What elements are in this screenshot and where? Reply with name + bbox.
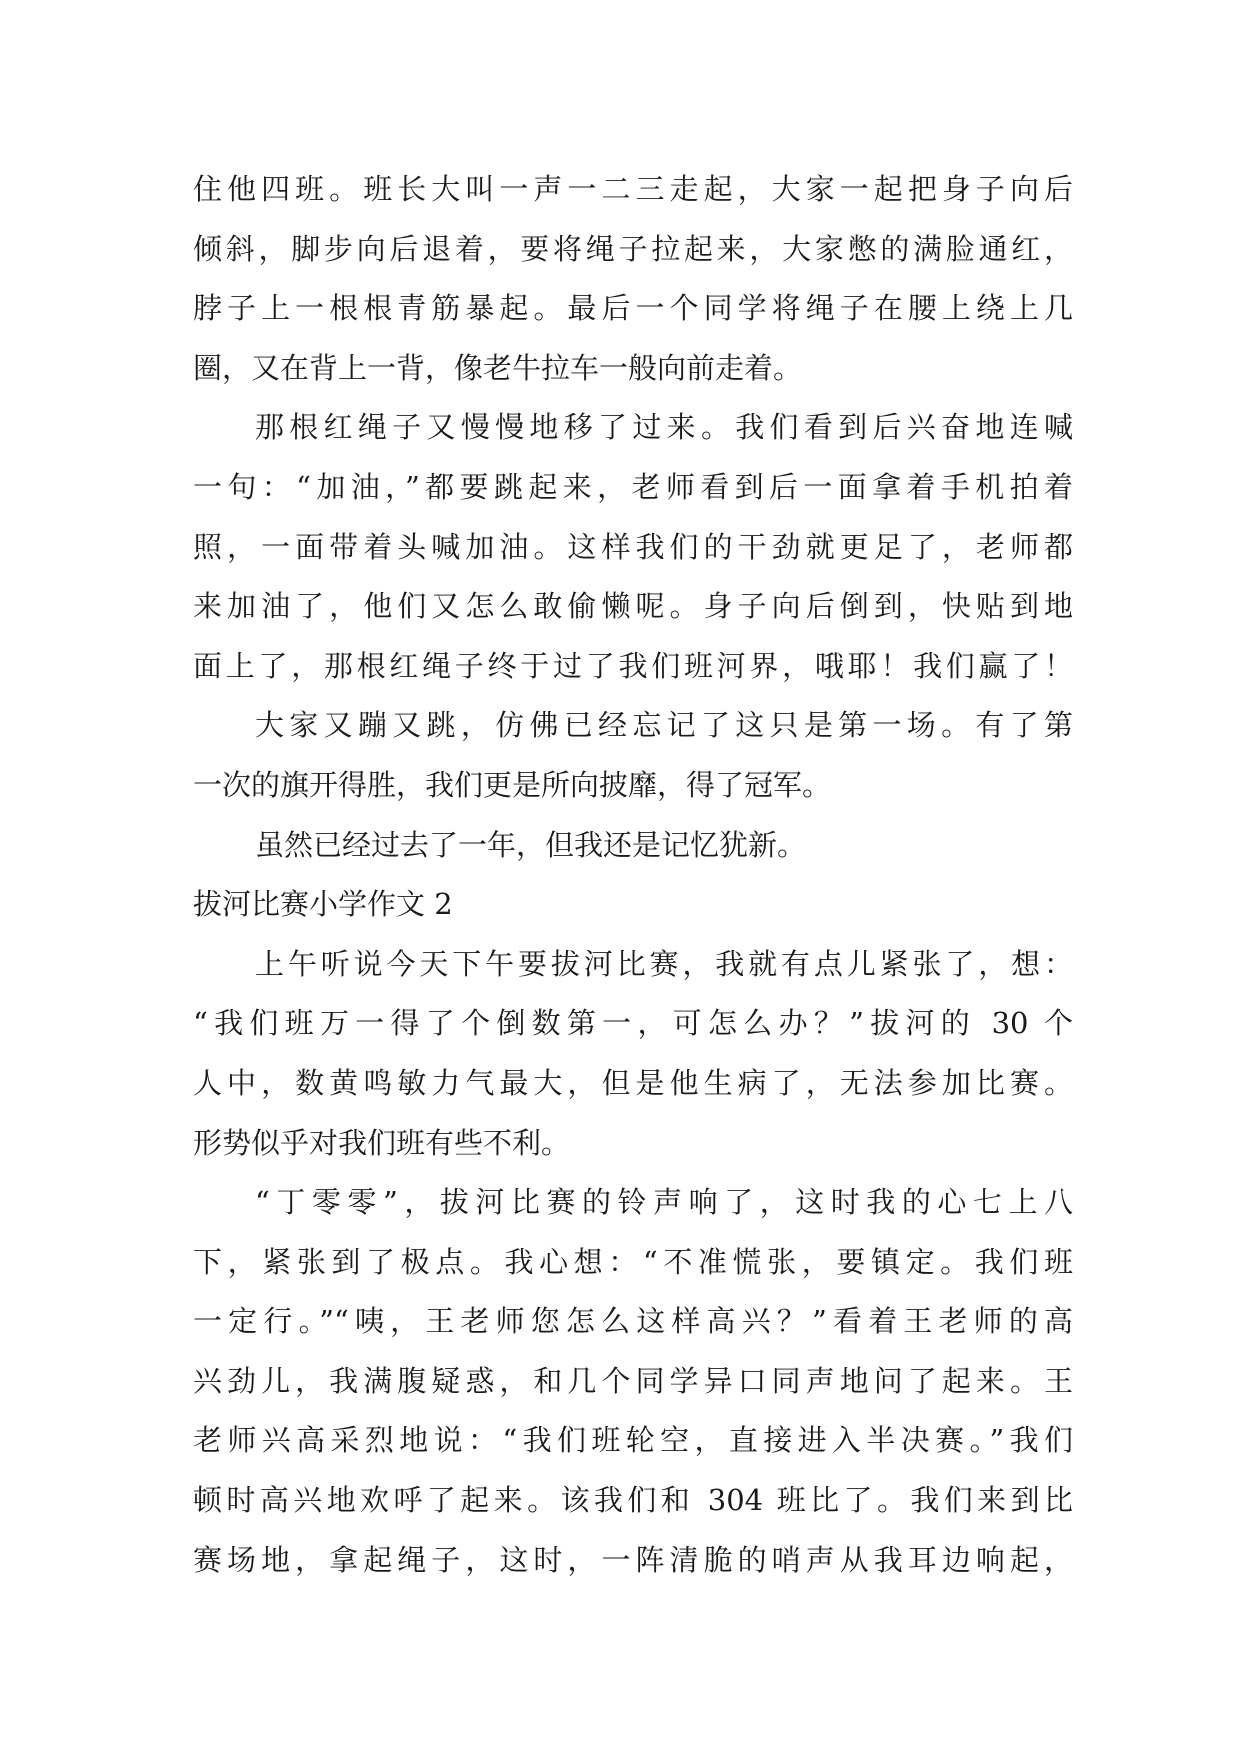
text-line: “我们班万一得了个倒数第一，可怎么办？”拔河的 30 个: [193, 1006, 1073, 1041]
text-line: 脖子上一根根青筋暴起。最后一个同学将绳子在腰上绕上几: [193, 291, 1073, 326]
text-line: 赛场地，拿起绳子，这时，一阵清脆的哨声从我耳边响起，: [193, 1542, 1073, 1577]
text-line: 老师兴高采烈地说：“我们班轮空，直接进入半决赛。”我们: [193, 1423, 1073, 1458]
text-line: 倾斜，脚步向后退着，要将绳子拉起来，大家憋的满脸通红，: [193, 231, 1073, 266]
text-line: 顿时高兴地欢呼了起来。该我们和 304 班比了。我们来到比: [193, 1483, 1073, 1518]
text-line: 一次的旗开得胜，我们更是所向披靡，得了冠军。: [193, 767, 832, 802]
text-line: 下，紧张到了极点。我心想：“不准慌张，要镇定。我们班: [193, 1244, 1073, 1279]
document-body: [193, 160, 1073, 1590]
text-line: 来加油了，他们又怎么敢偷懒呢。身子向后倒到，快贴到地: [193, 589, 1073, 624]
text-line: 圈，又在背上一背，像老牛拉车一般向前走着。: [193, 350, 803, 385]
text-line: 兴劲儿，我满腹疑惑，和几个同学异口同声地问了起来。王: [193, 1363, 1073, 1398]
section-heading: 拔河比赛小学作文 2: [193, 887, 453, 922]
text-line: “丁零零”，拔河比赛的铃声响了，这时我的心七上八: [255, 1185, 1073, 1220]
text-line: 住他四班。班长大叫一声一二三走起，大家一起把身子向后: [193, 172, 1073, 206]
text-line: 一定行。”“咦，王老师您怎么这样高兴？”看着王老师的高: [193, 1304, 1073, 1339]
text-line: 那根红绳子又慢慢地移了过来。我们看到后兴奋地连喊: [255, 410, 1073, 445]
text-line: 形势似乎对我们班有些不利。: [193, 1125, 571, 1160]
text-line: 一句：“加油，”都要跳起来，老师看到后一面拿着手机拍着: [193, 469, 1073, 504]
text-line: 照，一面带着头喊加油。这样我们的干劲就更足了，老师都: [193, 529, 1073, 564]
text-line: 面上了，那根红绳子终于过了我们班河界，哦耶！我们赢了！: [193, 648, 1073, 683]
text-line: 人中，数黄鸣敏力气最大，但是他生病了，无法参加比赛。: [193, 1065, 1073, 1100]
text-line: 大家又蹦又跳，仿佛已经忘记了这只是第一场。有了第: [255, 708, 1073, 743]
text-line: 上午听说今天下午要拔河比赛，我就有点儿紧张了，想：: [255, 946, 1073, 981]
text-line: 虽然已经过去了一年，但我还是记忆犹新。: [255, 827, 807, 862]
